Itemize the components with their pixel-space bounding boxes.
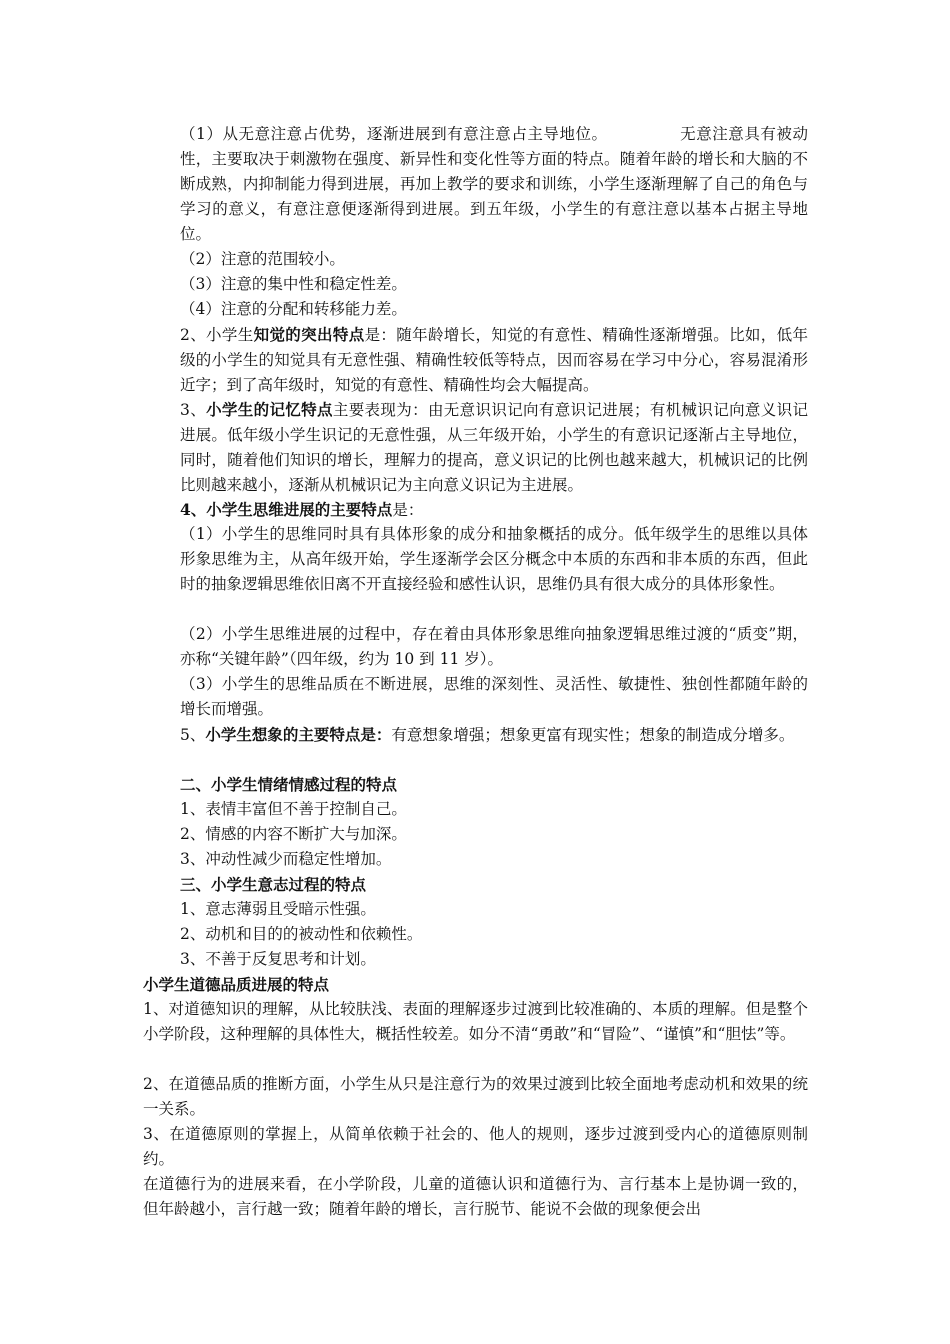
imagination-text: 有意想象增强；想象更富有现实性；想象的制造成分增多。 bbox=[391, 726, 795, 744]
emotion-item-2: 2、情感的内容不断扩大与加深。 bbox=[180, 825, 407, 843]
attention-para-4: （4）注意的分配和转移能力差。 bbox=[180, 300, 407, 318]
attention-para-2: （2）注意的范围较小。 bbox=[180, 250, 345, 268]
will-item-2: 2、动机和目的的被动性和依赖性。 bbox=[180, 925, 423, 943]
attention-para-1 bbox=[180, 122, 808, 247]
imagination-bold: 小学生想象的主要特点是： bbox=[205, 725, 392, 744]
emotion-heading: 二、小学生情绪情感过程的特点 bbox=[180, 775, 398, 794]
memory-paragraph bbox=[180, 397, 808, 498]
moral-para-2: 2、在道德品质的推断方面，小学生从只是注意行为的效果过渡到比较全面地考虑动机和效果的统一关系。 bbox=[143, 1075, 808, 1118]
perception-prefix: 2、小学生 bbox=[180, 326, 254, 344]
attention-p1-body: 无意注意具有被动性，主要取决于刺激物在强度、新异性和变化性等方面的特点。随着年龄的增长和大脑的不断成熟，内抑制能力得到进展，再加上教学的要求和训练，小学生逐渐理解了自己的角色与学习的意义，有意注意便逐渐得到进展。到五年级，小学生的有意注意以基本占据主导地位。 bbox=[180, 125, 808, 243]
thinking-heading bbox=[180, 497, 808, 523]
thinking-para-3: （3）小学生的思维品质在不断进展，思维的深刻性、灵活性、敏捷性、独创性都随年龄的增长而增强。 bbox=[180, 675, 808, 718]
moral-para-4: 在道德行为的进展来看，在小学阶段，儿童的道德认识和道德行为、言行基本上是协调一致的，但年龄越小，言行越一致；随着年龄的增长，言行脱节、能说不会做的现象便会出 bbox=[143, 1175, 808, 1218]
moral-heading: 小学生道德品质进展的特点 bbox=[143, 975, 330, 994]
will-heading: 三、小学生意志过程的特点 bbox=[180, 875, 367, 894]
will-item-3: 3、不善于反复思考和计划。 bbox=[180, 950, 376, 968]
thinking-suffix: 是： bbox=[392, 501, 424, 519]
attention-p1-lead: （1）从无意注意占优势，逐渐进展到有意注意占主导地位。 bbox=[180, 125, 608, 143]
moral-para-3: 3、在道德原则的掌握上，从简单依赖于社会的、他人的规则，逐步过渡到受内心的道德原则制约。 bbox=[143, 1125, 808, 1168]
memory-prefix: 3、 bbox=[180, 401, 207, 419]
thinking-para-2: （2）小学生思维进展的过程中，存在着由具体形象思维向抽象逻辑思维过渡的“质变”期，亦称“关键年龄”（四年级，约为 10 到 11 岁）。 bbox=[180, 625, 808, 668]
emotion-item-3: 3、冲动性减少而稳定性增加。 bbox=[180, 850, 392, 868]
thinking-prefix: 4、 bbox=[180, 500, 207, 519]
perception-paragraph bbox=[180, 322, 808, 398]
imagination-paragraph bbox=[180, 722, 808, 748]
perception-text: 是：随年龄增长，知觉的有意性、精确性逐渐增强。比如，低年级的小学生的知觉具有无意性强、精确性较低等特点，因而容易在学习中分心，容易混淆形近字；到了高年级时，知觉的有意性、精确性均会大幅提高。 bbox=[180, 326, 808, 394]
memory-text: 主要表现为：由无意识识记向有意识记进展；有机械识记向意义识记进展。低年级小学生识记的无意性强，从三年级开始，小学生的有意识记逐渐占主导地位，同时，随着他们知识的增长，理解力的提高，意义识记的比例也越来越大，机械识记的比例比则越来越小，逐渐从机械识记为主向意义识记为主进展。 bbox=[180, 401, 808, 494]
thinking-para-1: （1）小学生的思维同时具有具体形象的成分和抽象概括的成分。低年级学生的思维以具体形象思维为主，从高年级开始，学生逐渐学会区分概念中本质的东西和非本质的东西，但此时的抽象逻辑思维依旧离不开直接经验和感性认识，思维仍具有很大成分的具体形象性。 bbox=[180, 525, 808, 593]
attention-para-3: （3）注意的集中性和稳定性差。 bbox=[180, 275, 407, 293]
perception-bold: 知觉的突出特点 bbox=[253, 325, 365, 344]
thinking-bold: 小学生思维进展的主要特点 bbox=[206, 500, 393, 519]
emotion-item-1: 1、表情丰富但不善于控制自己。 bbox=[180, 800, 407, 818]
moral-para-1: 1、对道德知识的理解，从比较肤浅、表面的理解逐步过渡到比较准确的、本质的理解。但是整个小学阶段，这种理解的具体性大，概括性较差。如分不清“勇敢”和“冒险”、“谨慎”和“胆怯”等。 bbox=[143, 1000, 808, 1043]
memory-bold: 小学生的记忆特点 bbox=[206, 400, 333, 419]
imagination-prefix: 5、 bbox=[180, 726, 206, 744]
will-item-1: 1、意志薄弱且受暗示性强。 bbox=[180, 900, 376, 918]
